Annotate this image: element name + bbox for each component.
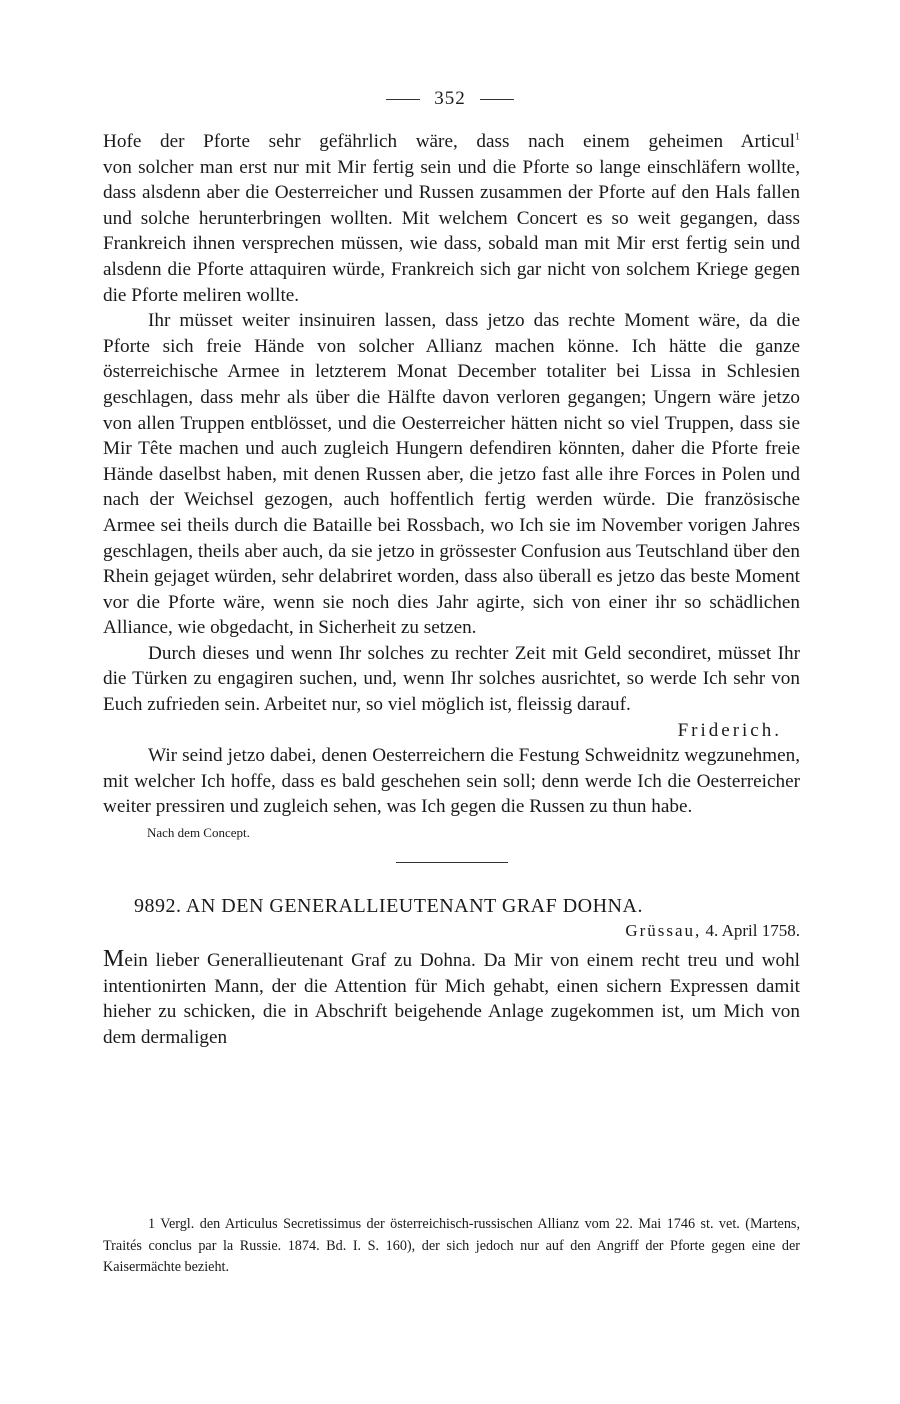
document-number: 9892. [134,895,182,918]
dateline [103,919,800,943]
section-divider [396,862,508,863]
signature: Friderich. [677,719,782,741]
paragraph-continued-2: von solcher man erst nur mit Mir fertig sein und die Pforte so lange einschläfern wollte, dass alsdenn aber die Oesterreicher und Russen zusammen der Pforte auf den Hals fallen und solche herunterbringen wollten. Mit welchem Concert es so weit gegangen, dass Frankreich ihnen versprechen müssen, wie dass, sobald man mit Mir erst fertig sein und alsdenn die Pforte attaquiren würde, Frankreich sich gar nicht von solchem Kriege gegen die Pforte meliren wollte. [103,156,800,306]
paragraph-postscript: Wir seind jetzo dabei, denen Oesterreichern die Festung Schweidnitz wegzunehmen, mit welcher Ich hoffe, dass es bald geschehen sein soll; denn werde Ich die Oesterreicher weiter pressiren und zugleich sehen, was Ich gegen die Russen zu thun habe. [103,745,800,818]
footnote-ref: 1 [795,131,800,143]
header-dash-right [480,99,514,100]
page-number: 352 [434,88,466,109]
paragraph-continued [103,129,800,155]
opening-initial: M [103,946,125,973]
header-dash-left [386,99,420,100]
footnote [103,1214,800,1279]
opening-text: ein lieber Generallieutenant Graf zu Dohna. Da Mir von einem recht treu und wohl intentionirten Mann, der die Attention für Mich gehabt, einen sichern Expressen damit hieher zu schicken, die in Abschrift beigehende Anlage zugekommen ist, um Mich von dem dermaligen [103,950,800,1048]
paragraph-insinuiren: Ihr müsset weiter insinuiren lassen, dass jetzo das rechte Moment wäre, da die Pforte sich freie Hände von solcher Allianz machen könne. Ich hätte die ganze österreichische Armee in letzterem Monat December totaliter bei Lissa in Schlesien geschlagen, dass mehr als über die Hälfte davon verloren gegangen; Ungern wäre jetzo von allen Truppen entblösset, und die Oesterreicher hätten nicht so viel Truppen, dass sie Mir Tête machen und auch zugleich Hungern defendiren könnten, daher die Pforte freie Hände daselbst haben, mit denen Russen aber, die jetzo fast alle ihre Forces in Polen und nach der Weichsel gezogen, auch hoffentlich fertig werden würde. Die französische Armee sei theils durch die Bataille bei Rossbach, wo Ich sie im November vorigen Jahres geschlagen, theils aber auch, da sie jetzo in grössester Confusion aus Teutschland über den Rhein gejaget würden, sehr delabriret worden, dass also überall es jetzo das beste Moment vor die Pforte wäre, wenn sie noch dies Jahr agirte, sich von einer ihr so schädlichen Alliance, wie obgedacht, in Sicherheit zu setzen. [103,310,800,639]
footnote-marker: 1 [148,1216,156,1232]
dateline-date: 4. April 1758. [705,921,800,941]
document-title: AN DEN GENERALLIEUTENANT GRAF DOHNA. [185,895,643,918]
dateline-place: Grüssau, [625,921,702,941]
page-header [0,88,900,110]
footnote-body [103,1214,800,1279]
footnote-text: Vergl. den Articulus Secretissimus der österreichisch-russischen Allianz vom 22. Mai 1746 st. vet. (Martens, Traités conclus par la Russie. 1874. Bd. I. S. 160), der sich jedoch nur auf den Angriff der Pforte gegen eine der Kaisermächte bezieht. [103,1216,801,1275]
document-heading [103,893,800,919]
main-text [103,129,800,1050]
source-note: Nach dem Concept. [147,825,250,841]
paragraph-durch-dieses: Durch dieses und wenn Ihr solches zu rechter Zeit mit Geld secondiret, müsset Ihr die Türken zu engagiren suchen, und, wenn Ihr solches ausrichtet, so werde Ich sehr von Euch zufrieden sein. Arbeitet nur, so viel möglich ist, fleissig darauf. [103,642,800,716]
letter-opening [103,947,800,1050]
paragraph-text: Hofe der Pforte sehr gefährlich wäre, dass nach einem geheimen Articul [103,131,795,152]
